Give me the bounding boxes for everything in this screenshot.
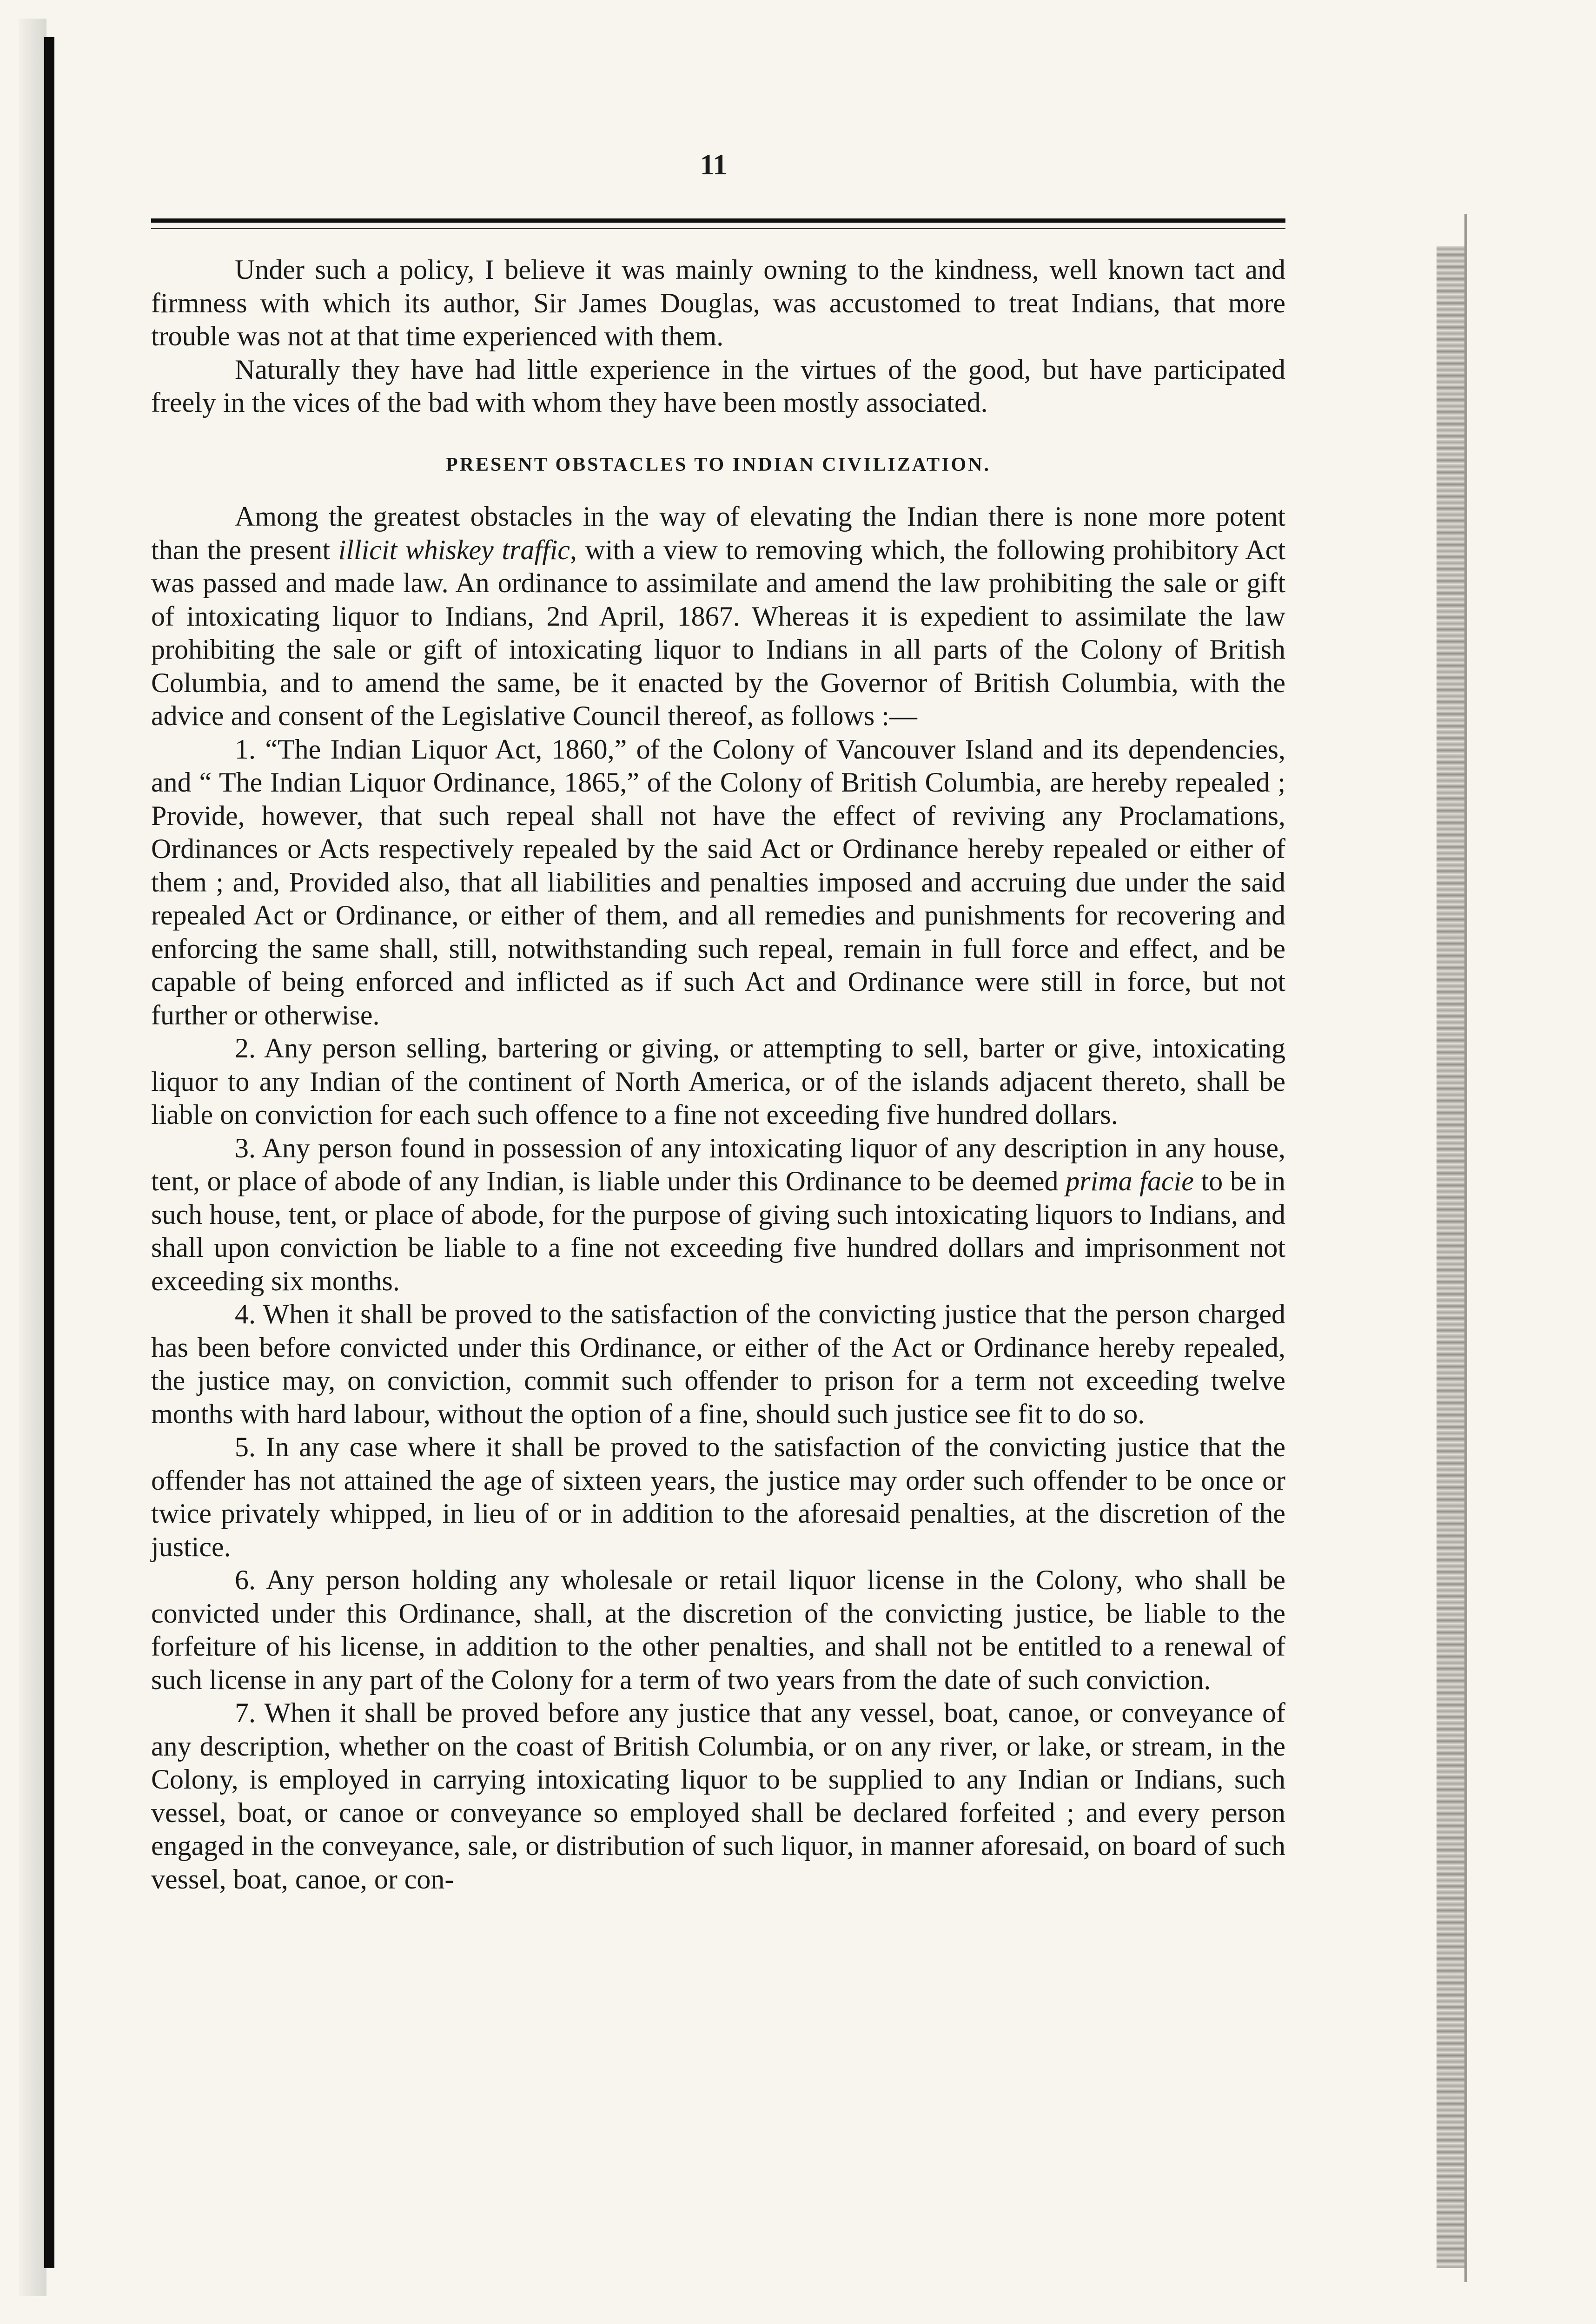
clause-1: 1. “The Indian Liquor Act, 1860,” of the Colony of Vancouver Island and its dependencies, and “ The Indian Liquor Ordinance, 1865,” of the Colony of British Columbia, are hereby repealed ; Provide, however, that such repeal shall not have the effect of reviving any Proclamations, Ordinances or Acts respectively repealed by the said Act or Ordinance hereby repealed or either of them ; and, Provided also, that all liabilities and penalties imposed and accruing due under the said repealed Act or Ordinance, or either of them, and all remedies and punishments for recovering and enforcing the same shall, still, notwithstanding such repeal, remain in full force and effect, and be capable of being enforced and inflicted as if such Act and Ordinance were still in force, but not further or otherwise. <box>151 733 1285 1030</box>
scan-adjacent-page-edge <box>1437 246 1464 2268</box>
lead-text-end: , with a view to removing which, the following prohibitory Act was passed and made law. An ordinance to assimilate and amend the law prohibiting the sale or gift of intoxicating liquor to Indians, 2nd April, 1867. Whereas it is expedient to assimilate the law prohibiting the sale or gift of intoxicating liquor to Indians in all parts of the Colony of British Columbia, and to amend the same, be it enacted by the Governor of British Columbia, with the advice and consent of the Legislative Council thereof, as follows :— <box>151 534 1285 731</box>
intro-paragraph-1: Under such a policy, I believe it was mainly owning to the kindness, well known tact and firmness with which its author, Sir James Douglas, was accustomed to treat Indians, that more trouble was not at that time experienced with them. <box>151 254 1285 351</box>
section-lead-paragraph <box>151 500 1285 733</box>
clause-5: 5. In any case where it shall be proved to the satisfaction of the convicting justice that the offender has not attained the age of sixteen years, the justice may order such offender to be once or twice privately whipped, in lieu of or in addition to the aforesaid penalties, at the discretion of the justice. <box>151 1432 1285 1562</box>
clause-6: 6. Any person holding any wholesale or retail liquor license in the Colony, who shall be convicted under this Ordinance, shall, at the discretion of the convicting justice, be liable to the forfeiture of his license, in addition to the other penalties, and shall not be entitled to a renewal of such license in any part of the Colony for a term of two years from the date of such conviction. <box>151 1565 1285 1695</box>
clause-2: 2. Any person selling, bartering or giving, or attempting to sell, barter or give, intoxicating liquor to any Indian of the continent of North America, or of the islands adjacent thereto, shall be liable on conviction for each such offence to a fine not exceeding five hundred dollars. <box>151 1033 1285 1130</box>
section-heading: PRESENT OBSTACLES TO INDIAN CIVILIZATION. <box>446 454 991 475</box>
clause-3-end: to be in such house, tent, or place of abode, for the purpose of giving such intoxicating liquors to Indians, and shall upon conviction be liable to a fine not exceeding five hundred dollars and imprisonment not exceeding six months. <box>151 1166 1285 1296</box>
clause-3-italic: prima facie <box>1066 1166 1194 1196</box>
header-rule-thin <box>151 228 1285 229</box>
intro-paragraph-2: Naturally they have had little experience in the virtues of the good, but have participated freely in the vices of the bad with whom they have been mostly associated. <box>151 354 1285 418</box>
scan-binding-edge <box>44 37 54 2268</box>
body-text <box>151 253 1285 1896</box>
clause-7: 7. When it shall be proved before any justice that any vessel, boat, canoe, or conveyance of any description, whether on the coast of British Columbia, or on any river, or lake, or stream, in the Colony, is employed in carrying intoxicating liquor to be supplied to any Indian or Indians, such vessel, boat, or canoe or conveyance so employed shall be declared forfeited ; and every person engaged in the conveyance, sale, or distribution of such liquor, in manner aforesaid, on board of such vessel, boat, canoe, or con- <box>151 1697 1285 1895</box>
page-number: 11 <box>700 149 728 181</box>
clause-4: 4. When it shall be proved to the satisfaction of the convicting justice that the person charged has been before convicted under this Ordinance, or either of the Act or Ordinance hereby repealed, the justice may, on conviction, commit such offender to prison for a term not exceeding twelve months with hard labour, without the option of a fine, should such justice see fit to do so. <box>151 1299 1285 1429</box>
scan-page-border <box>1464 214 1467 2282</box>
clause-3 <box>151 1132 1285 1298</box>
lead-italic-phrase: illicit whiskey traffic <box>338 534 570 565</box>
scan-binding-shadow <box>19 19 46 2296</box>
header-rule-thick <box>151 218 1285 223</box>
lead-text-start: Among the greatest obstacles in the way of elevating the Indian there is none more potent than the present <box>151 501 1285 565</box>
clause-3-start: 3. Any person found in possession of any intoxicating liquor of any description in any house, tent, or place of abode of any Indian, is liable under this Ordinance to be deemed <box>151 1132 1285 1196</box>
